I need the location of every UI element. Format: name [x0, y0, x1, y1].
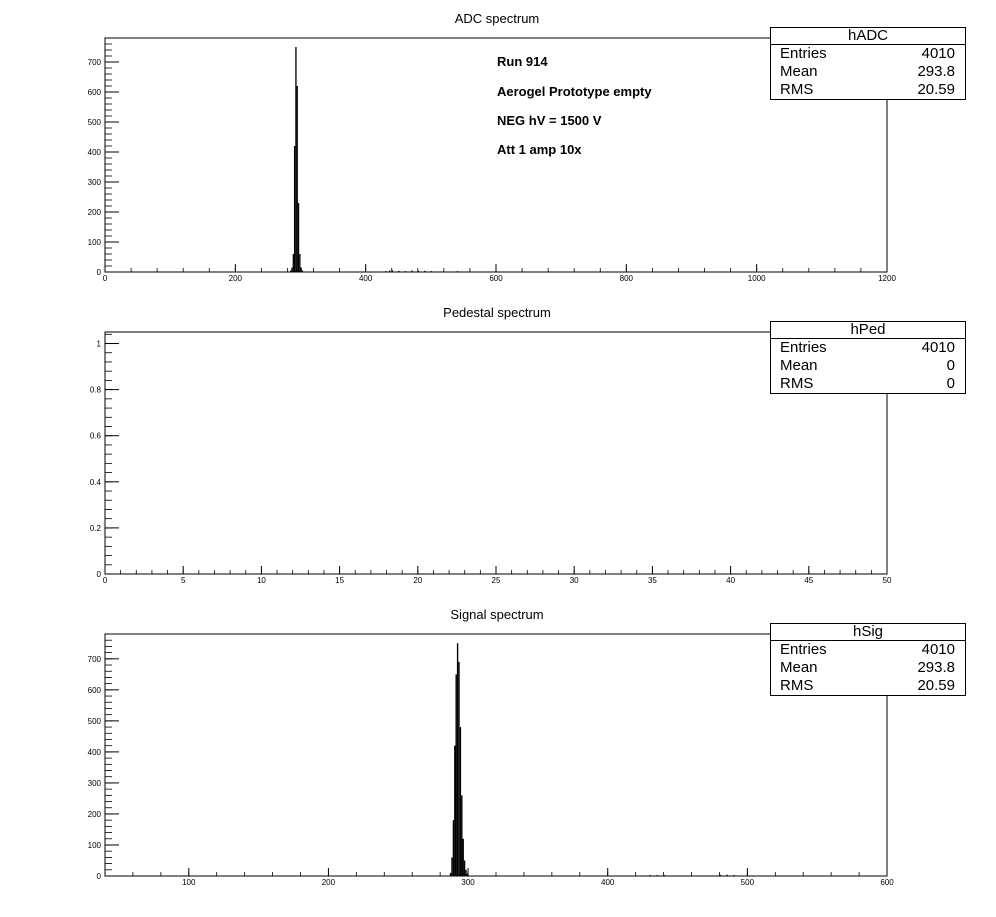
histogram-bar [293, 254, 294, 272]
histogram-bar [299, 254, 300, 272]
adc-spectrum-title: ADC spectrum [454, 11, 540, 26]
y-tick-label: 700 [87, 654, 101, 664]
high-voltage-note: NEG hV = 1500 V [497, 113, 602, 128]
y-tick-label: 400 [87, 747, 101, 757]
signal-bars [450, 643, 735, 876]
stats-value: 293.8 [917, 63, 955, 80]
stats-value: 0 [946, 375, 955, 392]
y-tick-label: 700 [87, 58, 101, 67]
stats-value: 4010 [921, 641, 955, 658]
stats-entries-row [771, 45, 965, 63]
stats-value: 293.8 [917, 659, 955, 676]
x-tick-label: 400 [358, 274, 373, 283]
stats-histogram-name: hADC [771, 28, 965, 45]
y-tick-label: 0.8 [89, 385, 101, 395]
y-tick-label: 0.4 [89, 477, 101, 487]
histogram-bar [726, 875, 727, 876]
x-tick-label: 200 [321, 878, 336, 887]
x-tick-label: 15 [335, 576, 345, 585]
x-tick-label: 0 [102, 576, 108, 585]
histogram-bar [424, 271, 425, 272]
stats-label: Mean [780, 357, 818, 374]
x-tick-label: 800 [619, 274, 634, 283]
x-tick-label: 100 [182, 878, 196, 887]
signal-spectrum-title: Signal spectrum [450, 607, 544, 622]
y-tick-label: 0 [96, 570, 101, 579]
attenuation-note: Att 1 amp 10x [497, 142, 582, 157]
stats-value: 20.59 [917, 677, 955, 694]
stats-mean-row [771, 659, 965, 677]
x-tick-label: 1000 [747, 274, 766, 283]
histogram-bar [302, 271, 303, 273]
y-tick-label: 0 [96, 268, 101, 277]
stats-rms-row [771, 677, 965, 695]
x-tick-label: 30 [569, 576, 579, 585]
histogram-bar [464, 860, 465, 876]
x-tick-label: 40 [726, 576, 736, 585]
histogram-bar [650, 875, 651, 876]
histogram-bar [460, 727, 461, 876]
histogram-bar [389, 271, 390, 273]
stats-value: 20.59 [917, 81, 955, 98]
histogram-bar [451, 857, 452, 876]
x-tick-label: 1200 [878, 274, 896, 283]
y-tick-label: 100 [87, 238, 101, 247]
y-tick-label: 600 [87, 88, 101, 97]
histogram-bar [294, 146, 295, 272]
hsig-stats-box [770, 623, 966, 696]
x-tick-label: 35 [647, 576, 657, 585]
x-tick-label: 200 [228, 274, 243, 283]
stats-label: Mean [780, 659, 818, 676]
stats-rms-row [771, 375, 965, 393]
x-tick-label: 5 [180, 576, 186, 585]
stats-label: RMS [780, 81, 814, 98]
histogram-bar [385, 271, 386, 272]
y-tick-label: 0.2 [89, 523, 101, 533]
y-tick-label: 600 [87, 685, 101, 695]
y-tick-label: 500 [87, 716, 101, 726]
histogram-bar [431, 271, 432, 272]
histogram-bar [450, 873, 451, 876]
x-tick-label: 300 [461, 878, 475, 887]
histogram-bar [465, 870, 466, 876]
histogram-bar [461, 795, 462, 876]
y-tick-label: 300 [87, 178, 101, 187]
histogram-bar [295, 47, 296, 272]
y-tick-label: 0.6 [89, 431, 101, 441]
stats-label: RMS [780, 677, 814, 694]
hadc-stats-box [770, 27, 966, 100]
x-tick-label: 400 [601, 878, 615, 887]
histogram-bar [297, 86, 298, 272]
stats-value: 0 [946, 357, 955, 374]
stats-entries-row [771, 339, 965, 357]
y-tick-label: 200 [87, 208, 101, 217]
stats-histogram-name: hSig [771, 624, 965, 641]
stats-rms-row [771, 81, 965, 99]
histogram-bar [453, 820, 454, 876]
histogram-bar [301, 268, 302, 273]
stats-label: Entries [780, 339, 827, 356]
stats-label: Entries [780, 45, 827, 62]
stats-value: 4010 [921, 45, 955, 62]
histogram-bar [657, 875, 658, 876]
histogram-bar [457, 643, 458, 876]
histogram-bar [733, 875, 734, 876]
y-tick-label: 0 [96, 872, 101, 881]
histogram-bar [291, 268, 292, 273]
stats-label: Entries [780, 641, 827, 658]
detector-note: Aerogel Prototype empty [497, 84, 652, 99]
x-tick-label: 25 [491, 576, 501, 585]
stats-value: 4010 [921, 339, 955, 356]
histogram-bar [457, 271, 458, 272]
x-tick-label: 45 [804, 576, 814, 585]
histogram-bar [405, 271, 406, 272]
stats-histogram-name: hPed [771, 322, 965, 339]
y-tick-label: 300 [87, 778, 101, 788]
y-tick-label: 100 [87, 840, 101, 850]
x-tick-label: 600 [880, 878, 894, 887]
histogram-bar [462, 839, 463, 876]
x-tick-label: 20 [413, 576, 423, 585]
x-tick-label: 500 [740, 878, 755, 887]
histogram-bar [454, 746, 455, 876]
stats-mean-row [771, 63, 965, 81]
histogram-bar [298, 203, 299, 272]
histogram-bar [398, 271, 399, 272]
hped-stats-box [770, 321, 966, 394]
histogram-bar [411, 271, 412, 273]
x-tick-label: 600 [489, 274, 503, 283]
stats-label: Mean [780, 63, 818, 80]
y-tick-label: 400 [87, 148, 101, 157]
y-tick-label: 200 [87, 809, 101, 819]
stats-mean-row [771, 357, 965, 375]
pedestal-spectrum-title: Pedestal spectrum [443, 305, 551, 320]
y-tick-label: 500 [87, 118, 101, 127]
adc-bars [290, 47, 458, 272]
run-number-note: Run 914 [497, 54, 548, 69]
y-tick-label: 1 [96, 339, 101, 349]
histogram-bar [290, 271, 291, 273]
stats-entries-row [771, 641, 965, 659]
x-tick-label: 0 [102, 274, 108, 283]
histogram-bar [458, 662, 459, 876]
x-tick-label: 50 [882, 576, 892, 585]
x-tick-label: 10 [256, 576, 266, 585]
stats-label: RMS [780, 375, 814, 392]
histogram-bar [456, 674, 457, 876]
